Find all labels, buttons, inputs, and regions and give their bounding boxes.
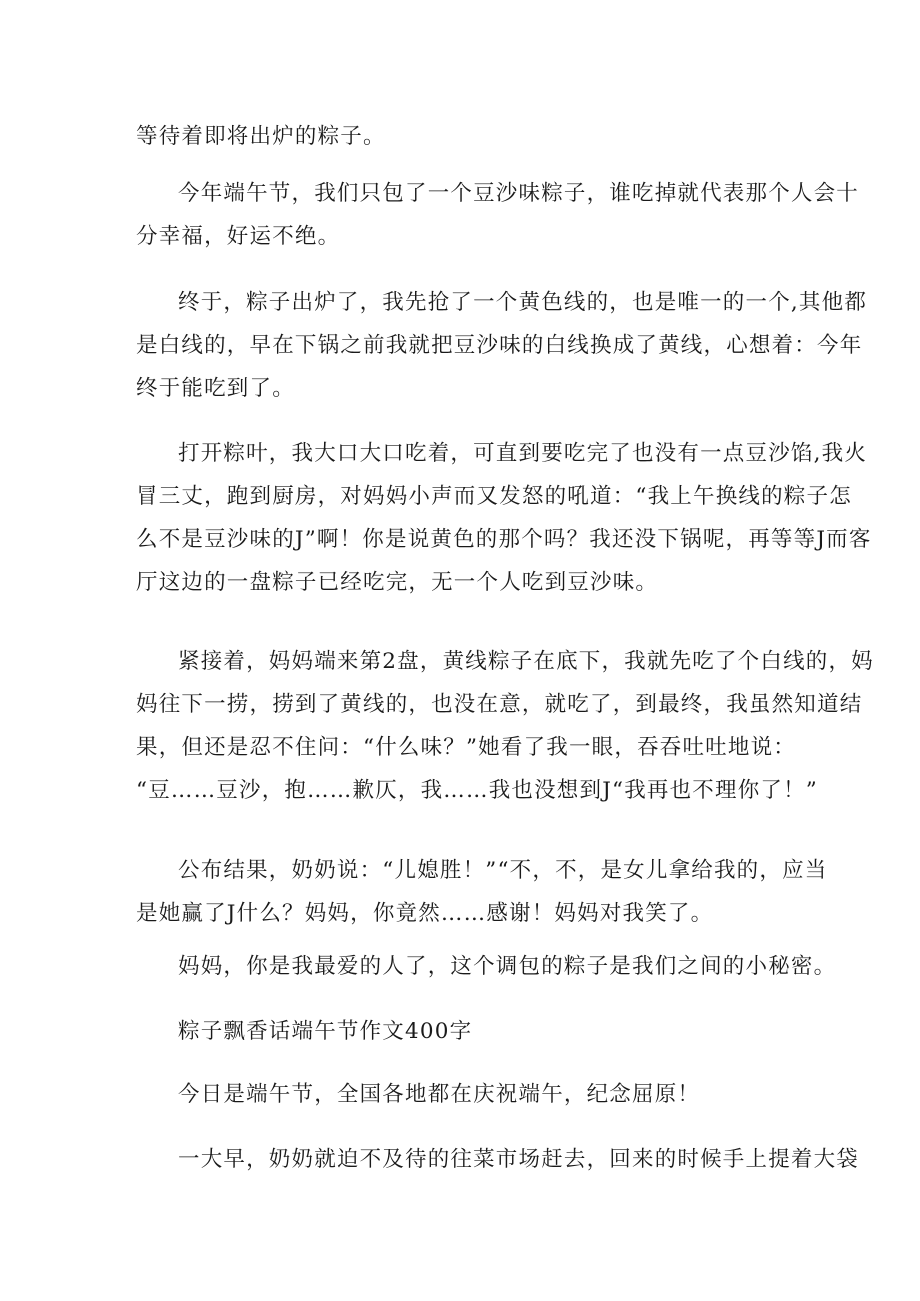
paragraph-5: [136, 640, 874, 812]
text-line: 今日是端午节，全国各地都在庆祝端午，纪念屈原！: [178, 1082, 701, 1107]
text-line: 厅这边的一盘粽子已经吃完，无一个人吃到豆沙味。: [136, 570, 659, 595]
text-line: 今年端午节，我们只包了一个豆沙味粽子，谁吃掉就代表那个人会十: [178, 181, 860, 206]
text-line: 公布结果，奶奶说：“儿媳胜！”“不，不，是女儿拿给我的，应当: [178, 858, 828, 883]
paragraph-9: [136, 1138, 860, 1181]
text-line: 打开粽叶，我大口大口吃着，可直到要吃完了也没有一点豆沙馅,我火: [178, 441, 868, 466]
text-line: 妈往下一捞，捞到了黄线的，也没在意，就吃了，到最终，我虽然知道结: [136, 692, 863, 717]
text-line: 分幸福，好运不绝。: [136, 224, 341, 249]
text-line: 紧接着，妈妈端来第2盘，黄线粽子在底下，我就先吃了个白线的，妈: [178, 649, 874, 674]
text-line: 终于，粽子出炉了，我先抢了一个黄色线的，也是唯一的一个,其他都: [178, 290, 868, 315]
paragraph-1: [136, 115, 786, 158]
text-line: 是白线的，早在下锅之前我就把豆沙味的白线换成了黄线，心想着：今年: [136, 333, 863, 358]
paragraph-7: [136, 945, 837, 988]
text-line: 冒三丈，跑到厨房，对妈妈小声而又发怒的吼道：“我上午换线的粽子怎: [136, 484, 852, 509]
text-line: “豆……豆沙，抱……歉仄，我……我也没想到J“我再也不理你了！”: [136, 778, 818, 803]
text-line: 是她赢了J什么？妈妈，你竟然……感谢！妈妈对我笑了。: [136, 901, 714, 926]
section-heading: [136, 1010, 786, 1053]
paragraph-3: [136, 281, 868, 410]
text-line: 妈妈，你是我最爱的人了，这个调包的粽子是我们之间的小秘密。: [178, 954, 837, 979]
text-line: 一大早，奶奶就迫不及待的往菜市场赶去，回来的时候手上提着大袋: [178, 1147, 860, 1172]
paragraph-8: [136, 1073, 786, 1116]
text-line: 果，但还是忍不住问：“什么味？”她看了我一眼，吞吞吐吐地说：: [136, 735, 796, 760]
heading-text: 粽子飘香话端午节作文400字: [178, 1019, 473, 1044]
text-line: 终于能吃到了。: [136, 376, 295, 401]
paragraph-6: [136, 849, 828, 935]
paragraph-4: [136, 432, 872, 604]
text-line: 等待着即将出炉的粽子。: [136, 124, 386, 149]
paragraph-2: [136, 172, 860, 258]
text-line: 么不是豆沙味的J”啊！你是说黄色的那个吗？我还没下锅呢，再等等J而客: [136, 527, 872, 552]
